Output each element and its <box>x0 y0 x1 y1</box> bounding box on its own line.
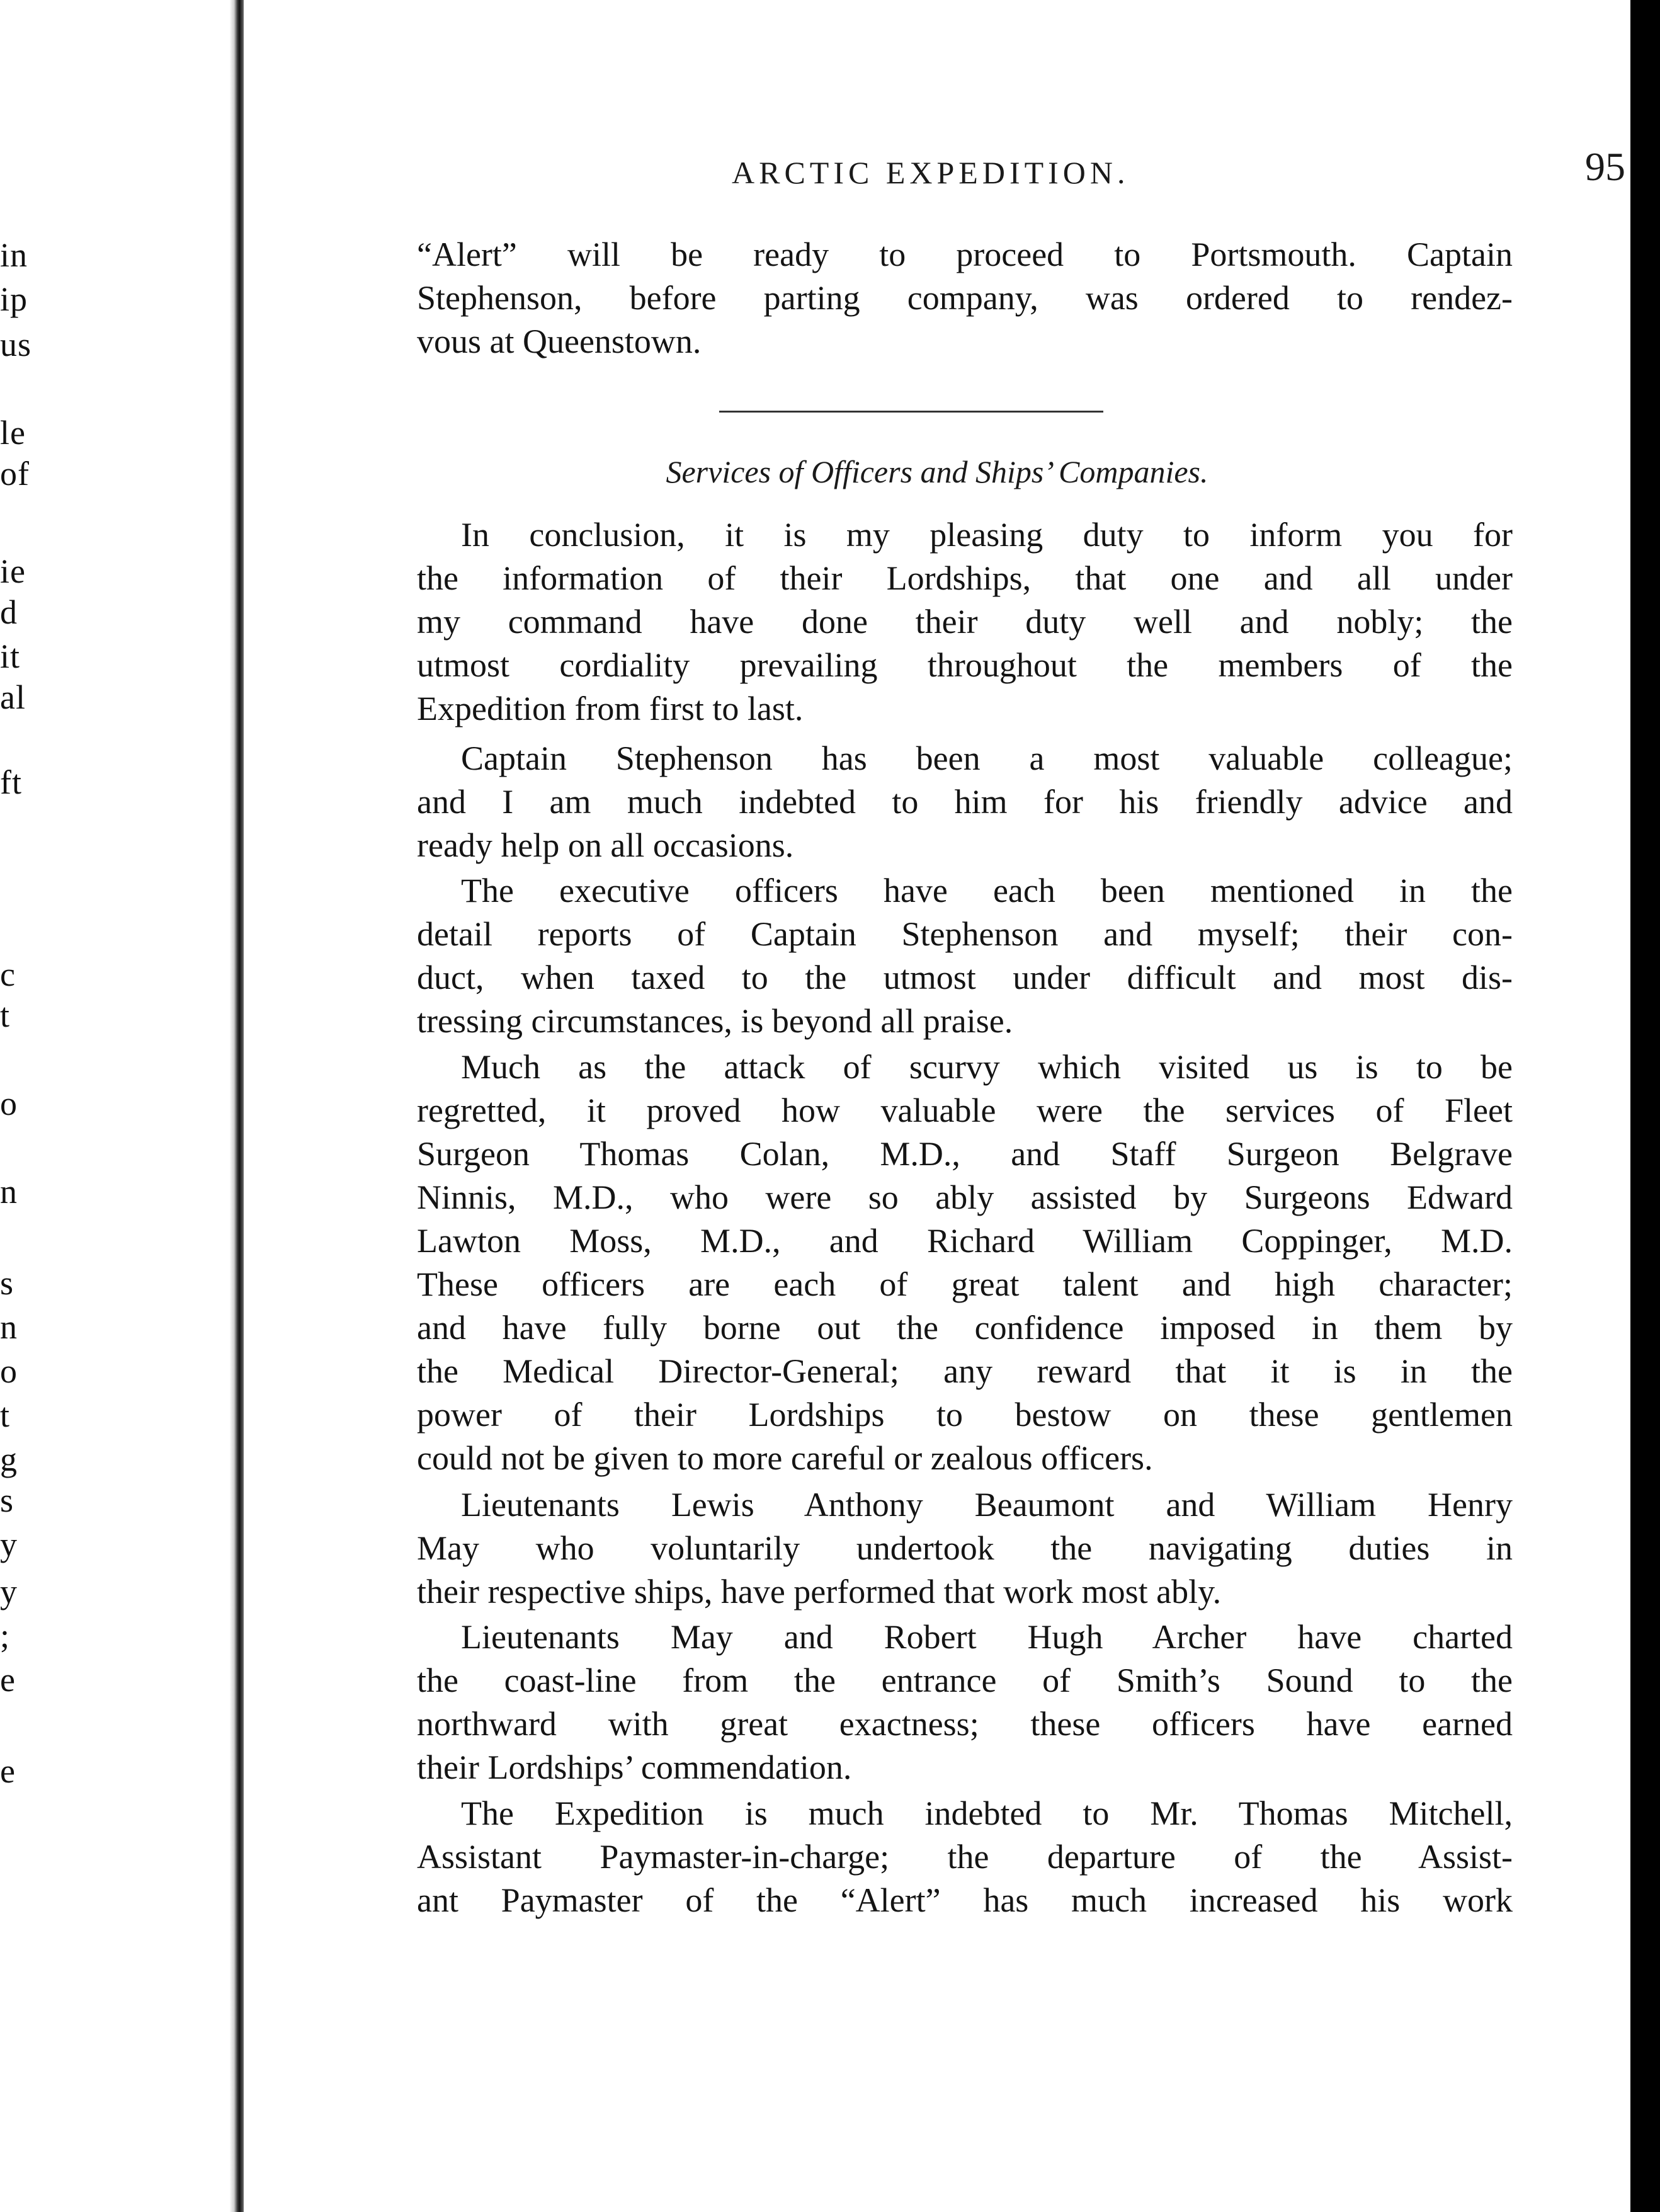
paragraph <box>417 737 1513 867</box>
paragraph <box>417 1792 1513 1922</box>
fragment-text: ft <box>0 763 22 801</box>
text-line: could not be given to more careful or zealous officers. <box>417 1439 1153 1477</box>
fragment-text: o <box>0 1085 18 1122</box>
text-line: vous at Queenstown. <box>417 322 702 360</box>
text-line: ant Paymaster of the “Alert” has much increased his work <box>417 1881 1513 1919</box>
text-line: Lawton Moss, M.D., and Richard William Coppinger, M.D. <box>417 1222 1513 1260</box>
fragment-text: al <box>0 678 26 716</box>
text-line: detail reports of Captain Stephenson and myself; their con- <box>417 915 1513 953</box>
fragment-text: it <box>0 637 21 675</box>
text-line: “Alert” will be ready to proceed to Portsmouth. Captain <box>417 236 1513 273</box>
fragment-text: e <box>0 1661 16 1699</box>
text-line: The executive officers have each been mentioned in the <box>461 872 1513 909</box>
text-line: Much as the attack of scurvy which visited us is to be <box>461 1048 1513 1086</box>
text-line: Assistant Paymaster-in-charge; the departure of the Assist- <box>417 1838 1513 1876</box>
fragment-text: ie <box>0 552 26 590</box>
text-line: their respective ships, have performed that work most ably. <box>417 1573 1222 1611</box>
paragraph <box>417 1483 1513 1614</box>
scan-border <box>1630 0 1660 2212</box>
text-line: ready help on all occasions. <box>417 826 794 864</box>
fragment-text: ip <box>0 280 28 318</box>
fragment-text: of <box>0 455 30 493</box>
fragment-text: in <box>0 236 28 274</box>
fragment-text: s <box>0 1481 14 1519</box>
fragment-text: t <box>0 996 11 1034</box>
fragment-text: o <box>0 1352 18 1390</box>
fragment-text: s <box>0 1264 14 1302</box>
text-line: tressing circumstances, is beyond all praise. <box>417 1002 1013 1040</box>
fragment-text: e <box>0 1752 16 1790</box>
previous-page-fragment <box>0 0 230 2212</box>
paragraph <box>417 513 1513 731</box>
text-line: utmost cordiality prevailing throughout the members of the <box>417 646 1513 684</box>
text-line: the Medical Director-General; any reward that it is in the <box>417 1352 1513 1390</box>
text-line: Ninnis, M.D., who were so ably assisted by Surgeons Edward <box>417 1178 1513 1216</box>
fragment-text: us <box>0 326 32 363</box>
fragment-text: c <box>0 955 16 993</box>
fragment-text: t <box>0 1396 11 1434</box>
text-line: The Expedition is much indebted to Mr. Thomas Mitchell, <box>461 1794 1513 1832</box>
book-page <box>244 0 1630 2212</box>
intro-paragraph <box>417 233 1513 363</box>
paragraph <box>417 869 1513 1043</box>
fragment-text: g <box>0 1440 18 1478</box>
paragraph <box>417 1616 1513 1789</box>
text-line: duct, when taxed to the utmost under difficult and most dis- <box>417 959 1513 996</box>
text-line: their Lordships’ commendation. <box>417 1748 852 1786</box>
paragraph <box>417 1046 1513 1480</box>
fragment-text: le <box>0 414 26 452</box>
text-line: In conclusion, it is my pleasing duty to inform you for <box>461 516 1513 554</box>
text-line: power of their Lordships to bestow on these gentlemen <box>417 1396 1513 1434</box>
text-line: Lieutenants Lewis Anthony Beaumont and William Henry <box>461 1486 1513 1524</box>
text-line: my command have done their duty well and nobly; the <box>417 603 1513 641</box>
fragment-text: n <box>0 1173 18 1211</box>
text-line: the coast-line from the entrance of Smith’s Sound to the <box>417 1662 1513 1699</box>
running-header: ARCTIC EXPEDITION. <box>732 155 1130 190</box>
section-heading: Services of Officers and Ships’ Companies. <box>666 454 1208 489</box>
text-line: northward with great exactness; these officers have earned <box>417 1705 1513 1743</box>
fragment-text: n <box>0 1308 18 1346</box>
text-line: May who voluntarily undertook the navigating duties in <box>417 1529 1513 1567</box>
text-line: Stephenson, before parting company, was ordered to rendez- <box>417 279 1513 317</box>
text-line: Lieutenants May and Robert Hugh Archer have charted <box>461 1618 1513 1656</box>
fragment-text: y <box>0 1525 18 1563</box>
fragment-text: y <box>0 1573 18 1611</box>
section-divider <box>719 411 1103 413</box>
text-line: the information of their Lordships, that one and all under <box>417 559 1513 597</box>
text-line: and have fully borne out the confidence imposed in them by <box>417 1309 1513 1347</box>
text-line: and I am much indebted to him for his friendly advice and <box>417 783 1513 821</box>
text-line: Surgeon Thomas Colan, M.D., and Staff Surgeon Belgrave <box>417 1135 1513 1173</box>
text-line: These officers are each of great talent and high character; <box>417 1265 1513 1303</box>
page-number: 95 <box>1585 144 1625 189</box>
fragment-text: d <box>0 593 18 631</box>
text-line: Expedition from first to last. <box>417 690 804 727</box>
fragment-text: ; <box>0 1617 11 1655</box>
text-line: regretted, it proved how valuable were the services of Fleet <box>417 1092 1513 1129</box>
book-gutter <box>230 0 244 2212</box>
text-line: Captain Stephenson has been a most valuable colleague; <box>461 739 1513 777</box>
